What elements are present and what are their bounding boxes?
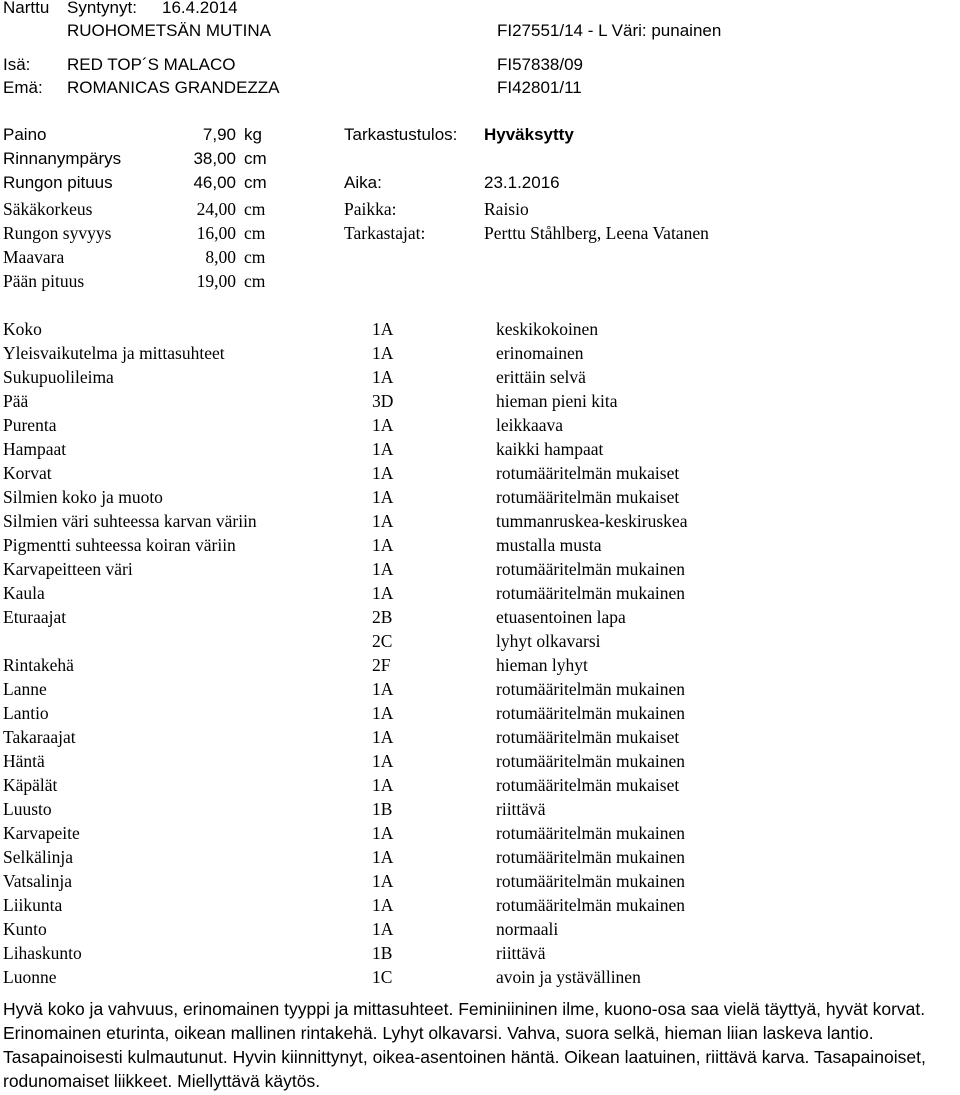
measurement-label: Säkäkorkeus <box>3 199 93 219</box>
evaluation-row <box>3 894 960 918</box>
trait-label: Pää <box>3 391 29 411</box>
summary-text: Hyvä koko ja vahvuus, erinomainen tyyppi ja mittasuhteet. Feminiininen ilme, kuono-osa saa vielä täyttyä, hyvät korvat. Erinomainen eturinta, oikean mallinen rintakehä. Lyhyt olkavarsi. Vahva, suora selkä, hieman liian laskeva lantio. Tasapainoisesti kulmautunut. Hyvin kiinnittynyt, oikea-asentoinen häntä. Oikean laatuinen, riittävä karva. Tasapainoiset, rodunomaiset liikkeet. Miellyttävä käytös. <box>3 999 926 1091</box>
measurement-label: Pään pituus <box>3 271 85 291</box>
grade: 1A <box>372 343 394 363</box>
grade: 1A <box>372 511 394 531</box>
description: erinomainen <box>496 343 584 363</box>
description: hieman lyhyt <box>496 655 588 675</box>
grade: 2F <box>372 655 391 675</box>
trait-label: Yleisvaikutelma ja mittasuhteet <box>3 343 225 363</box>
result-label: Tarkastustulos: <box>344 125 458 144</box>
measurement-unit: cm <box>244 149 267 168</box>
evaluation-row <box>3 798 960 822</box>
trait-label: Korvat <box>3 463 52 483</box>
grade: 1A <box>372 871 394 891</box>
born-date: 16.4.2014 <box>162 0 238 17</box>
evaluation-row <box>3 366 960 390</box>
evaluation-row <box>3 702 960 726</box>
evaluation-row <box>3 462 960 486</box>
measurement-unit: cm <box>244 271 266 291</box>
description: erittäin selvä <box>496 367 586 387</box>
evaluation-row <box>3 342 960 366</box>
trait-label: Kunto <box>3 919 47 939</box>
measurement-label: Rungon pituus <box>3 173 113 192</box>
born-label: Syntynyt: <box>67 0 137 17</box>
description: avoin ja ystävällinen <box>496 967 641 987</box>
evaluation-row <box>3 486 960 510</box>
trait-label: Lantio <box>3 703 49 723</box>
grade: 1A <box>372 583 394 603</box>
grade: 1A <box>372 439 394 459</box>
evaluation-list <box>3 318 960 990</box>
evaluation-row <box>3 390 960 414</box>
description: leikkaava <box>496 415 564 435</box>
description: riittävä <box>496 943 546 963</box>
dog-name: RUOHOMETSÄN MUTINA <box>67 21 271 40</box>
trait-label: Pigmentti suhteessa koiran väriin <box>3 535 236 555</box>
evaluation-row <box>3 510 960 534</box>
dog-registration: FI27551/14 - L Väri: punainen <box>497 21 722 40</box>
description: etuasentoinen lapa <box>496 607 626 627</box>
evaluation-row <box>3 846 960 870</box>
measurement-unit: cm <box>244 199 266 219</box>
measurement-label: Maavara <box>3 247 65 267</box>
grade: 1B <box>372 943 393 963</box>
sire-label: Isä: <box>3 55 31 74</box>
trait-label: Purenta <box>3 415 57 435</box>
description: rotumääritelmän mukainen <box>496 679 686 699</box>
measurement-value: 38,00 <box>193 149 236 168</box>
evaluation-row <box>3 414 960 438</box>
evaluation-row <box>3 966 960 990</box>
evaluation-row <box>3 870 960 894</box>
trait-label: Takaraajat <box>3 727 76 747</box>
grade: 1A <box>372 535 394 555</box>
grade: 1A <box>372 559 394 579</box>
description: normaali <box>496 919 559 939</box>
description: rotumääritelmän mukainen <box>496 895 686 915</box>
description: rotumääritelmän mukainen <box>496 559 686 579</box>
inspectors-value: Perttu Ståhlberg, Leena Vatanen <box>484 223 709 243</box>
trait-label: Karvapeite <box>3 823 80 843</box>
measurement-value: 24,00 <box>196 199 236 219</box>
grade: 1A <box>372 751 394 771</box>
trait-label: Luusto <box>3 799 52 819</box>
measurement-label: Paino <box>3 125 47 144</box>
description: rotumääritelmän mukainen <box>496 847 686 867</box>
measurement-unit: cm <box>244 223 266 243</box>
place-value: Raisio <box>484 199 529 219</box>
trait-label: Hampaat <box>3 439 67 459</box>
description: mustalla musta <box>496 535 602 555</box>
evaluation-row <box>3 750 960 774</box>
evaluation-row <box>3 534 960 558</box>
trait-label: Lihaskunto <box>3 943 82 963</box>
grade: 1A <box>372 367 394 387</box>
evaluation-row <box>3 558 960 582</box>
trait-label: Silmien koko ja muoto <box>3 487 163 507</box>
grade: 2C <box>372 631 393 651</box>
measurement-value: 46,00 <box>193 173 236 192</box>
inspectors-label: Tarkastajat: <box>344 223 426 243</box>
measurement-value: 19,00 <box>196 271 236 291</box>
evaluation-row <box>3 630 960 654</box>
grade: 2B <box>372 607 393 627</box>
evaluation-row <box>3 678 960 702</box>
trait-label: Sukupuolileima <box>3 367 114 387</box>
evaluation-row <box>3 726 960 750</box>
description: rotumääritelmän mukainen <box>496 703 686 723</box>
evaluation-row <box>3 438 960 462</box>
description: tummanruskea-keskiruskea <box>496 511 688 531</box>
measurement-value: 7,90 <box>202 125 236 144</box>
evaluation-row <box>3 318 960 342</box>
grade: 1A <box>372 463 394 483</box>
trait-label: Vatsalinja <box>3 871 73 891</box>
grade: 1A <box>372 823 394 843</box>
trait-label: Lanne <box>3 679 47 699</box>
dam-name: ROMANICAS GRANDEZZA <box>67 78 280 97</box>
description: hieman pieni kita <box>496 391 618 411</box>
description: rotumääritelmän mukainen <box>496 751 686 771</box>
grade: 1C <box>372 967 393 987</box>
description: kaikki hampaat <box>496 439 604 459</box>
trait-label: Käpälät <box>3 775 58 795</box>
grade: 1B <box>372 799 393 819</box>
grade: 1A <box>372 679 394 699</box>
trait-label: Rintakehä <box>3 655 74 675</box>
description: riittävä <box>496 799 546 819</box>
evaluation-row <box>3 606 960 630</box>
measurement-unit: kg <box>244 125 262 144</box>
grade: 1A <box>372 895 394 915</box>
evaluation-row <box>3 942 960 966</box>
trait-label: Eturaajat <box>3 607 67 627</box>
trait-label: Luonne <box>3 967 57 987</box>
description: keskikokoinen <box>496 319 599 339</box>
trait-label: Selkälinja <box>3 847 73 867</box>
description: rotumääritelmän mukaiset <box>496 727 680 747</box>
grade: 1A <box>372 487 394 507</box>
measurement-value: 8,00 <box>205 247 236 267</box>
description: rotumääritelmän mukaiset <box>496 487 680 507</box>
time-value: 23.1.2016 <box>484 173 560 192</box>
trait-label: Karvapeitteen väri <box>3 559 133 579</box>
trait-label: Kaula <box>3 583 45 603</box>
evaluation-row <box>3 822 960 846</box>
grade: 1A <box>372 847 394 867</box>
measurement-label: Rungon syvyys <box>3 223 112 243</box>
grade: 1A <box>372 775 394 795</box>
description: rotumääritelmän mukainen <box>496 583 686 603</box>
description: rotumääritelmän mukaiset <box>496 463 680 483</box>
trait-label: Koko <box>3 319 42 339</box>
sire-name: RED TOP´S MALACO <box>67 55 236 74</box>
time-label: Aika: <box>344 173 382 192</box>
place-label: Paikka: <box>344 199 397 219</box>
evaluation-row <box>3 918 960 942</box>
grade: 1A <box>372 919 394 939</box>
description: rotumääritelmän mukainen <box>496 823 686 843</box>
trait-label: Liikunta <box>3 895 63 915</box>
grade: 1A <box>372 319 394 339</box>
evaluation-row <box>3 654 960 678</box>
description: rotumääritelmän mukainen <box>496 871 686 891</box>
measurement-value: 16,00 <box>196 223 236 243</box>
grade: 1A <box>372 703 394 723</box>
measurement-label: Rinnanympärys <box>3 149 122 168</box>
measurement-unit: cm <box>244 247 266 267</box>
grade: 3D <box>372 391 394 411</box>
sex-label: Narttu <box>3 0 50 17</box>
dam-label: Emä: <box>3 78 43 97</box>
grade: 1A <box>372 415 394 435</box>
trait-label: Silmien väri suhteessa karvan väriin <box>3 511 257 531</box>
evaluation-row <box>3 582 960 606</box>
measurement-unit: cm <box>244 173 267 192</box>
grade: 1A <box>372 727 394 747</box>
sire-registration: FI57838/09 <box>497 55 584 74</box>
dam-registration: FI42801/11 <box>497 78 582 97</box>
description: lyhyt olkavarsi <box>496 631 601 651</box>
evaluation-row <box>3 774 960 798</box>
description: rotumääritelmän mukaiset <box>496 775 680 795</box>
trait-label: Häntä <box>3 751 45 771</box>
result-value: Hyväksytty <box>484 125 574 144</box>
